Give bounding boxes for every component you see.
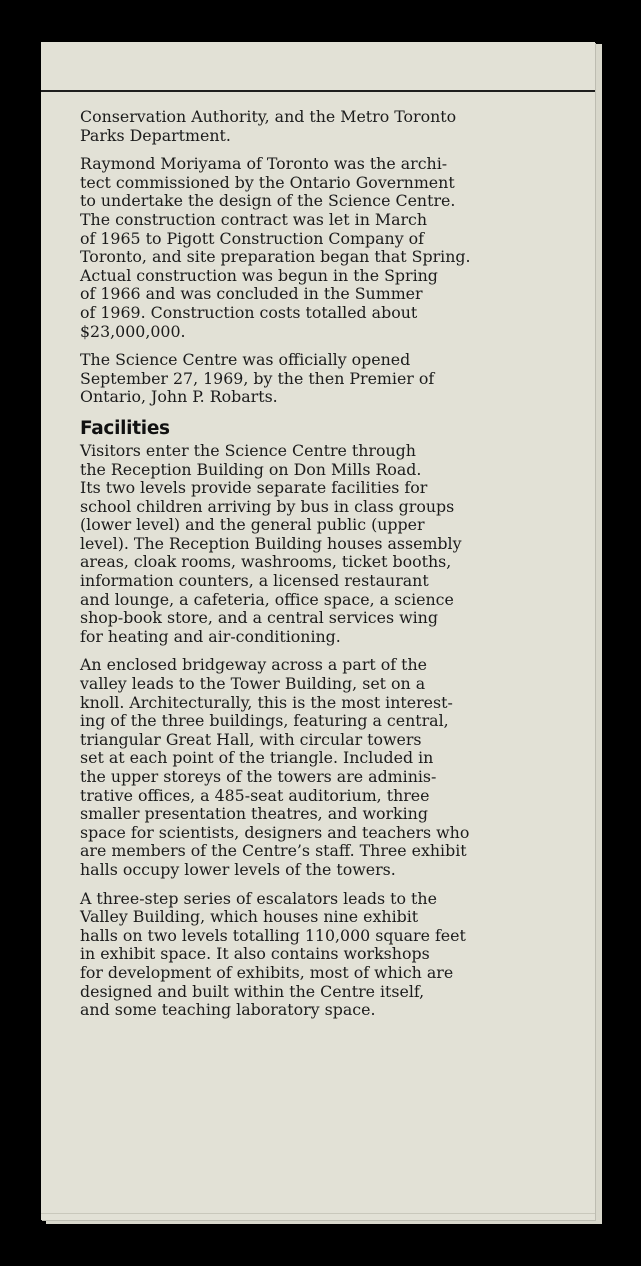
paragraph-architect: Raymond Moriyama of Toronto was the archi- tect commissioned by the Ontario Government to undertake the design of the Science Centre. The construction contract was let in March of 1965 to Pigott Construction Company of Toronto, and site preparation began that Spring. Actual construction was begun in the Spring of 1966 and was concluded in the Summer of 1969. Construction costs totalled about $23,000,000.: [80, 154, 471, 341]
document-body: [80, 108, 495, 1030]
section-heading-facilities: Facilities: [80, 417, 170, 439]
header-rule: [41, 90, 595, 92]
paragraph-tower-building: An enclosed bridgeway across a part of the valley leads to the Tower Building, set on a knoll. Architecturally, this is the most interest- ing of the three buildings, featuring a central, triangular Great Hall, with circular towers set at each point of the triangle. Included in the upper storeys of the towers are adminis- trative offices, a 485-seat auditorium, three smaller presentation theatres, and working space for scientists, designers and teachers who are members of the Centre’s staff. Three exhibit halls occupy lower levels of the towers.: [80, 655, 470, 879]
paragraph-conservation: Conservation Authority, and the Metro Toronto Parks Department.: [80, 107, 457, 145]
paragraph-opening: The Science Centre was officially opened September 27, 1969, by the then Premier of Ontario, John P. Robarts.: [80, 350, 435, 407]
page-edge-line: [41, 1213, 595, 1214]
paragraph-reception-building: Visitors enter the Science Centre through the Reception Building on Don Mills Road. Its two levels provide separate facilities for school children arriving by bus in class groups (lower level) and the general public (upper level). The Reception Building houses assembly areas, cloak rooms, washrooms, ticket booths, information counters, a licensed restaurant and lounge, a cafeteria, office space, a science shop-book store, and a central services wing for heating and air-conditioning.: [80, 440, 462, 646]
paragraph-valley-building: A three-step series of escalators leads to the Valley Building, which houses nine exhibit halls on two levels totalling 110,000 square feet in exhibit space. It also contains workshops for development of exhibits, most of which are designed and built within the Centre itself, and some teaching laboratory space.: [80, 888, 466, 1020]
